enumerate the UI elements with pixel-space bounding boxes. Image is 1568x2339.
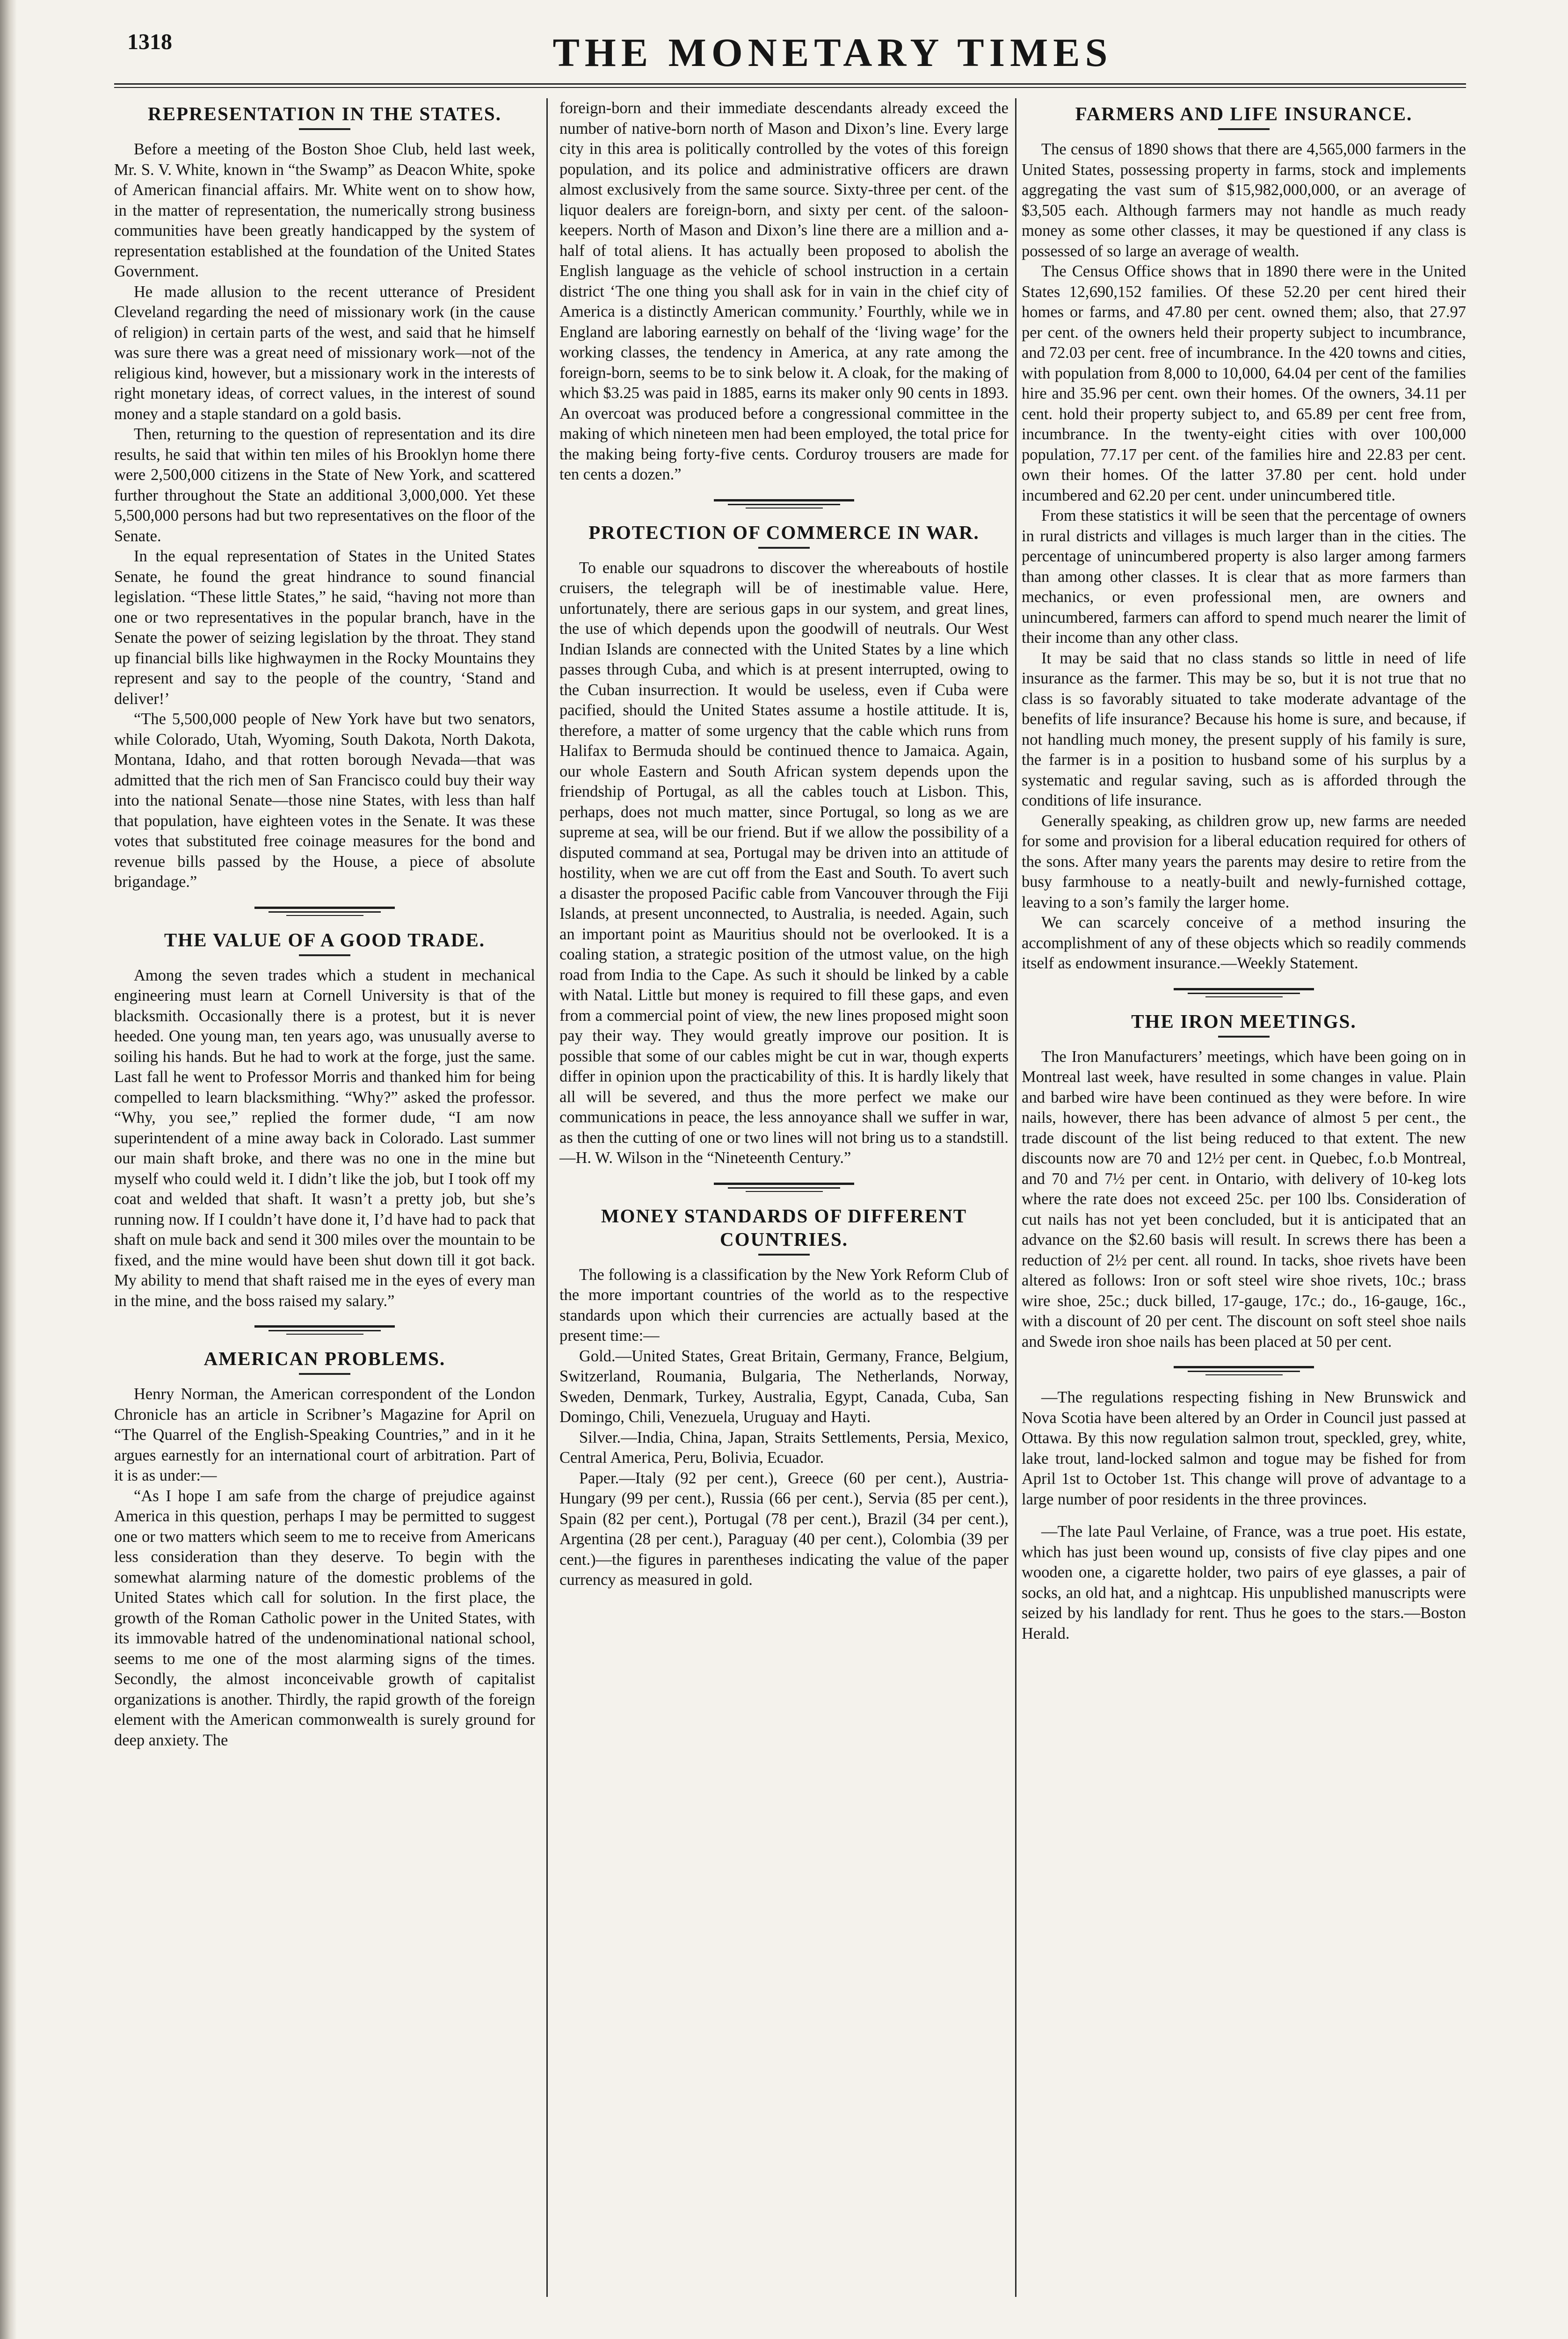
paragraph: Among the seven trades which a student in mechanical engineering must learn at Cornell University is that of the blacksmith. Occasionally there is a protest, but it is never heeded. One young man, ten years ago, was unusually averse to soiling his hands. But he had to work at the forge, just the same. Last fall he went to Professor Morris and thanked him for being compelled to learn blacksmithing. “Why?” asked the professor. “Why, you see,” replied the former dude, “I am now superintendent of a mine away back in Colorado. Last summer our main shaft broke, and there was no one in the mine but myself who could weld it. I didn’t like the job, but I took off my coat and welded that shaft. It wasn’t a pretty job, but she’s running now. If I couldn’t have done it, I’d have had to pack that shaft on mule back and send it 300 miles over the mountain to be fixed, and the mine would have been shut down till it got back. My ability to mend that shaft raised me in the eyes of every man in the mine, and the boss raised my salary.”	[114, 966, 535, 1310]
article-heading: AMERICAN PROBLEMS.	[203, 1348, 446, 1369]
heading-dash	[299, 954, 350, 956]
paragraph: To enable our squadrons to discover the whereabouts of hostile cruisers, the telegraph will be of inestimable value. Here, unfortunately, there are serious gaps in our system, and great lines, the use of which depends upon the goodwill of neutrals. Our West Indian Islands are connected with the United States by a line which passes through Cuba, and which is at present interrupted, owing to the Cuban insurrection. It would be useless, even if Cuba were pacified, should the United States assume a hostile attitude. It is, therefore, a matter of some urgency that the cable which runs from Halifax to Bermuda should be continued thence to Jamaica. Again, our whole Eastern and South African system depends upon the friendship of Portugal, as all the cables touch at Lisbon. This, perhaps, does not much matter, since Portugal, so long as we are supreme at sea, will be our friend. But if we allow the possibility of a disputed command at sea, Portugal may be driven into an attitude of hostility, when we are cut off from the East and South. To avert such a disaster the proposed Pacific cable from Vancouver through the Fiji Islands, at present unconnected, to Australia, is needed. Again, such an important point as Mauritius should not be overlooked. It is a coaling station, a strategic position of the utmost value, on the high road from India to the Cape. As such it should be linked by a cable with Natal. Little but money is required to fill these gaps, and even from a commercial point of view, the new lines proposed might soon pay their way. They would greatly improve our position. It is possible that some of our cables might be cut in war, though experts differ in opinion upon the practicability of this. It is hardly likely that all will be severed, and thus the more perfect we make our communications in peace, the less annoyance shall we suffer in war, as then the cutting of one or two lines will not bring us to a standstill.—H. W. Wilson in the “Nineteenth Century.”	[559, 559, 1009, 1167]
article-heading: REPRESENTATION IN THE STATES.	[148, 103, 501, 124]
article-good-trade	[114, 928, 535, 1312]
paragraph: “The 5,500,000 people of New York have but two senators, while Colorado, Utah, Wyoming, South Dakota, North Dakota, Montana, Idaho, and that rotten borough Nevada—that was admitted that the rich men of San Francisco could buy their way into the national Senate—those nine States, with less than half that population, have eighteen votes in the Senate. It was these votes that substituted free coinage measures for the bond and revenue bills passed by the House, a piece of absolute brigandage.”	[114, 710, 535, 891]
article-continued	[559, 98, 1009, 485]
article-heading: THE VALUE OF A GOOD TRADE.	[164, 929, 486, 951]
paragraph: In the equal representation of States in the United States Senate, he found the great hindrance to sound financial legislation. “These little States,” he said, “having not more than one or two representatives in the popular branch, have in the Senate the power of seizing legislation by the throat. They stand up financial bills like highwaymen in the Rocky Mountains they represent and say to the people of the country, ‘Stand and deliver!’	[114, 547, 535, 708]
heading-dash	[1218, 128, 1270, 130]
section-separator	[1174, 988, 1314, 997]
column-rule-1	[546, 98, 548, 2297]
article-notes	[1022, 1387, 1466, 1644]
article-farmers	[1022, 102, 1466, 974]
section-separator	[714, 499, 854, 508]
article-heading: FARMERS AND LIFE INSURANCE.	[1075, 103, 1413, 124]
paragraph: Paper.—Italy (92 per cent.), Greece (60 per cent.), Austria-Hungary (99 per cent.), Russia (66 per cent.), Servia (85 per cent.), Spain (82 per cent.), Portugal (78 per cent.), Brazil (34 per cent.), Argentina (28 per cent.), Paraguay (40 per cent.), Colombia (39 per cent.)—the figures in parentheses indicating the value of the paper currency as measured in gold.	[559, 1469, 1009, 1589]
column-1	[114, 98, 535, 1751]
paragraph: Silver.—India, China, Japan, Straits Settlements, Persia, Mexico, Central America, Peru, Bolivia, Ecuador.	[559, 1428, 1009, 1467]
paragraph: It may be said that no class stands so little in need of life insurance as the farmer. This may be so, but it is not true that no class is so favorably situated to take moderate advantage of the benefits of life insurance? Because his home is sure, and because, if not handling much money, the present supply of his family is sure, the farmer is in a position to husband some of his surplus by a systematic and regular saving, such as is afforded through the conditions of life insurance.	[1022, 649, 1466, 809]
paragraph: The census of 1890 shows that there are 4,565,000 farmers in the United States, possessing property in farms, stock and implements aggregating the vast sum of $15,982,000,000, or an average of $3,505 each. Although farmers may not handle as much ready money as some other classes, it may be questioned if any class is possessed of so large an average of wealth.	[1022, 140, 1466, 260]
section-separator	[714, 1183, 854, 1192]
section-separator	[254, 907, 395, 916]
article-money-standards	[559, 1204, 1009, 1591]
column-3	[1022, 98, 1466, 1644]
masthead-rule-thin	[114, 87, 1466, 88]
page-number: 1318	[127, 29, 172, 54]
paragraph: —The regulations respecting fishing in New Brunswick and Nova Scotia have been altered by an Order in Council just passed at Ottawa. By this now regulation salmon trout, speckled, grey, white, lake trout, land-locked salmon and togue may be fished for from April 1st to October 1st. This change will prove of advantage to a large number of poor residents in the three provinces.	[1022, 1388, 1466, 1508]
masthead: THE MONETARY TIMES	[552, 30, 1113, 75]
article-american-problems	[114, 1347, 535, 1751]
paragraph: Before a meeting of the Boston Shoe Club, held last week, Mr. S. V. White, known in “the Swamp” as Deacon White, spoke of American financial affairs. Mr. White went on to show how, in the matter of representation, the numerically strong business communities have been greatly handicapped by the system of representation established at the foundation of the United States Government.	[114, 140, 535, 280]
paragraph: Then, returning to the question of representation and its dire results, he said that within ten miles of his Brooklyn home there were 2,500,000 citizens in the State of New York, and scattered further throughout the State an additional 3,000,000. Yet these 5,500,000 persons had but two representatives on the floor of the Senate.	[114, 425, 535, 545]
paragraph: The Iron Manufacturers’ meetings, which have been going on in Montreal last week, have resulted in some changes in value. Plain and barbed wire have been continued as they were before. In wire nails, however, there has been advance of almost 5 per cent., the trade discount of the list being reduced to that extent. The new discounts now are 70 and 12½ per cent. in Quebec, f.o.b Montreal, and 70 and 7½ per cent. in Ontario, with delivery of 10-keg lots where the rate does not exceed 25c. per 100 lbs. Consideration of cut nails has not yet been concluded, but it is anticipated that an advance on the $2.60 basis will result. In screws there has been a reduction of 2½ per cent. all round. In tacks, shoe rivets have been altered as follows: Iron or soft steel wire shoe rivets, 10c.; brass wire shoe, 25c.; duck billed, 17-gauge, 17c.; do., 16-gauge, 16c., with a discount of 20 per cent. The discount on soft steel shoe nails and Swede iron shoe nails has been placed at 50 per cent.	[1022, 1047, 1466, 1351]
column-rule-2	[1015, 98, 1016, 2297]
heading-dash	[1218, 1036, 1270, 1038]
article-representation	[114, 102, 535, 893]
heading-dash	[299, 128, 350, 130]
heading-dash	[299, 1373, 350, 1375]
article-heading: MONEY STANDARDS OF DIFFERENT COUNTRIES.	[601, 1205, 967, 1250]
section-separator	[1174, 1366, 1314, 1375]
paragraph: From these statistics it will be seen that the percentage of owners in rural districts and villages is much larger than in the cities. The percentage of unincumbered property is also larger among farmers than among other classes. It is clear that as more farmers than mechanics, or even professional men, are owners and unincumbered, farmers can afford to spend much nearer the limit of their income than any other class.	[1022, 507, 1466, 646]
paragraph: Henry Norman, the American correspondent of the London Chronicle has an article in Scribner’s Magazine for April on “The Quarrel of the English-Speaking Countries,” and in it he argues earnestly for an international court of arbitration. Part of it is as under:—	[114, 1385, 535, 1484]
paragraph: foreign-born and their immediate descendants already exceed the number of native-born north of Mason and Dixon’s line. Every large city in this area is politically controlled by the votes of this foreign population, and its police and administrative officers are drawn almost exclusively from the same source. Sixty-three per cent. of the liquor dealers are foreign-born, and sixty per cent. of the saloon-keepers. North of Mason and Dixon’s line there are a million and a-half of total aliens. It has actually been proposed to abolish the English language as the vehicle of school instruction in a certain district ‘The one thing you shall ask for in vain in the chief city of America is a distinctly American community.’ Fourthly, while we in England are laboring earnestly on behalf of the ‘living wage’ for the working classes, the tendency in America, at any rate among the foreign-born, seems to be to sink below it. A cloak, for the making of which $3.25 was paid in 1885, earns its maker only 90 cents in 1893. An overcoat was produced before a congressional committee in the making of which nineteen men had been employed, the total price for the making being forty-five cents. Corduroy trousers are made for ten cents a dozen.”	[559, 99, 1009, 483]
paragraph: We can scarcely conceive of a method insuring the accomplishment of any of these objects which so readily commends itself as endowment insurance.—Weekly Statement.	[1022, 914, 1466, 972]
article-heading: PROTECTION OF COMMERCE IN WAR.	[588, 521, 980, 543]
section-separator	[254, 1325, 395, 1335]
paragraph: He made allusion to the recent utterance of President Cleveland regarding the need of missionary work (in the cause of religion) in certain parts of the west, and said that he himself was sure there was a great need of missionary work—not of the religious kind, however, but a missionary work in the interests of right monetary ideas, of correct values, in the interest of sound money and a staple standard on a gold basis.	[114, 283, 535, 423]
paragraph: Gold.—United States, Great Britain, Germany, France, Belgium, Switzerland, Roumania, Bulgaria, The Netherlands, Norway, Sweden, Denmark, Turkey, Australia, Egypt, Canada, Cuba, San Domingo, Chili, Venezuela, Uruguay and Hayti.	[559, 1347, 1009, 1426]
article-iron-meetings	[1022, 1010, 1466, 1352]
paragraph: Generally speaking, as children grow up, new farms are needed for some and provision for a liberal education required for others of the sons. After many years the parents may desire to retire from the busy farmhouse to a neatly-built and newly-furnished cottage, leaving to a son’s family the larger home.	[1022, 812, 1466, 911]
article-protection	[559, 521, 1009, 1169]
article-heading: THE IRON MEETINGS.	[1131, 1010, 1357, 1032]
paragraph: “As I hope I am safe from the charge of prejudice against America in this question, perhaps I may be permitted to suggest one or two matters which seem to me to receive from Americans less consideration than they deserve. To begin with the somewhat alarming nature of the domestic problems of the United States which call for solution. In the first place, the growth of the Roman Catholic power in the United States, with its immovable hatred of the undenominational national school, seems to me one of the most alarming signs of the times. Secondly, the almost inconceivable growth of capitalist organizations is another. Thirdly, the rapid growth of the foreign element with the American commonwealth is surely ground for deep anxiety. The	[114, 1487, 535, 1749]
paragraph: —The late Paul Verlaine, of France, was a true poet. His estate, which has just been wound up, consists of five clay pipes and one wooden one, a cigarette holder, two pairs of eye glasses, a pair of socks, an old hat, and a nightcap. His unpublished manuscripts were seized by his landlady for rent. Thus he goes to the stars.—Boston Herald.	[1022, 1523, 1466, 1642]
heading-dash	[758, 547, 810, 549]
heading-dash	[758, 1254, 810, 1256]
paragraph: The Census Office shows that in 1890 there were in the United States 12,690,152 families. Of these 52.20 per cent hired their homes or farms, and 47.80 per cent. owned them; also, that 27.97 per cent. of the owners held their property subject to incumbrance, and 72.03 per cent. free of incumbrance. In the 420 towns and cities, with population from 8,000 to 10,000, 64.04 per cent of the families hire and 35.96 per cent. own their homes. Of the owners, 34.11 per cent. hold their property subject to, and 65.89 per cent free from, incumbrance. In the twenty-eight cities with over 100,000 population, 77.17 per cent. of the families hire and 22.83 per cent. own their homes. Of the latter 37.80 per cent. hold under incumbered and 62.20 per cent. under unincumbered title.	[1022, 262, 1466, 504]
column-2	[559, 98, 1009, 1591]
page-edge-shadow	[0, 0, 17, 2339]
masthead-rule	[114, 83, 1466, 85]
paragraph: The following is a classification by the New York Reform Club of the more important countries of the world as to the respective standards upon which their currencies are actually based at the present time:—	[559, 1265, 1009, 1344]
